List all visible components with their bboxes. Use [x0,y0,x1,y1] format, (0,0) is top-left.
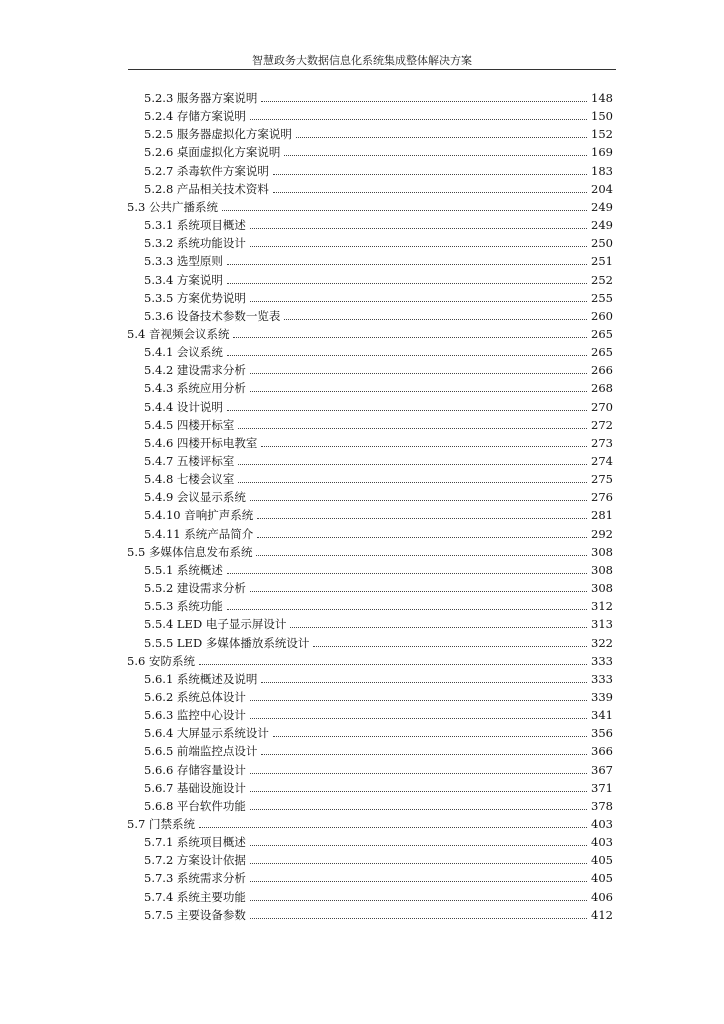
toc-entry-label: 5.2.7 杀毒软件方案说明 [144,163,269,178]
toc-entry-label: 5.6.3 监控中心设计 [144,708,246,723]
toc-entry[interactable] [144,123,613,141]
toc-entry-label: 5.6.8 平台软件功能 [144,798,246,813]
dot-leader [250,390,587,392]
toc-entry[interactable] [144,559,613,577]
toc-entry-page: 403 [591,835,613,850]
dot-leader [250,808,587,810]
toc-entry-page: 281 [591,508,613,523]
toc-entry[interactable] [144,178,613,196]
toc-entry[interactable] [127,813,613,831]
dot-leader [250,372,587,374]
toc-entry-page: 366 [591,744,613,759]
toc-entry[interactable] [144,341,613,359]
toc-entry-page: 322 [591,635,613,650]
toc-entry-label: 5.7.4 系统主要功能 [144,889,246,904]
toc-entry[interactable] [144,450,613,468]
dot-leader [227,572,587,574]
toc-entry-page: 341 [591,708,613,723]
toc-entry[interactable] [144,486,613,504]
toc-entry[interactable] [144,795,613,813]
toc-entry[interactable] [144,668,613,686]
toc-entry-label: 5.5.3 系统功能 [144,599,223,614]
toc-entry-page: 274 [591,454,613,468]
toc-entry-label: 5.6.7 基础设施设计 [144,780,246,795]
toc-entry-page: 405 [591,853,613,868]
toc-entry[interactable] [144,214,613,232]
toc-entry-page: 272 [591,417,613,432]
header-rule [128,69,616,70]
toc-entry-label: 5.4.10 音响扩声系统 [144,508,254,523]
toc-entry-page: 308 [591,562,613,577]
dot-leader [261,753,587,755]
toc-entry-label: 5.2.3 服务器方案说明 [144,91,258,105]
toc-entry-label: 5.4.9 会议显示系统 [144,490,246,505]
toc-entry[interactable] [127,323,613,341]
dot-leader [250,499,587,501]
toc-entry-page: 333 [591,671,613,686]
toc-entry[interactable] [127,196,613,214]
toc-entry-page: 183 [591,163,613,178]
toc-entry-page: 204 [591,181,613,196]
dot-leader [199,826,587,828]
toc-entry-page: 313 [591,617,613,632]
dot-leader [227,282,587,284]
toc-entry-page: 251 [591,254,613,269]
toc-entry[interactable] [144,632,613,650]
toc-entry[interactable] [144,250,613,268]
toc-entry-page: 275 [591,472,613,487]
dot-leader [250,245,587,247]
toc-entry[interactable] [144,432,613,450]
toc-entry[interactable] [144,396,613,414]
toc-entry[interactable] [144,232,613,250]
toc-entry-label: 5.3.4 方案说明 [144,272,223,287]
toc-entry-page: 270 [591,399,613,414]
toc-entry-page: 252 [591,272,613,287]
toc-entry[interactable] [144,704,613,722]
toc-entry-page: 266 [591,363,613,378]
toc-entry-label: 5.4.4 设计说明 [144,399,223,414]
dot-leader [261,681,587,683]
toc-entry[interactable] [144,904,613,922]
toc-entry[interactable] [144,722,613,740]
dot-leader [257,536,587,538]
toc-entry-page: 150 [591,109,613,124]
toc-entry-page: 378 [591,798,613,813]
toc-entry-label: 5.4.11 系统产品简介 [144,526,254,541]
toc-entry-page: 249 [591,218,613,233]
toc-entry-page: 367 [591,762,613,777]
toc-entry-label: 5.3.3 选型原则 [144,254,223,269]
dot-leader [284,154,587,156]
toc-entry-label: 5.5.4 LED 电子显示屏设计 [144,617,287,632]
toc-entry-label: 5.5.5 LED 多媒体播放系统设计 [144,635,310,650]
toc-entry-page: 403 [591,817,613,831]
dot-leader [261,445,587,447]
dot-leader [250,899,587,901]
dot-leader [261,100,587,102]
toc-entry-page: 412 [591,907,613,922]
toc-entry[interactable] [144,686,613,704]
toc-entry-label: 5.4.5 四楼开标室 [144,417,235,432]
dot-leader [250,844,587,846]
dot-leader [238,427,587,429]
toc-entry[interactable] [144,523,613,541]
dot-leader [273,173,587,175]
toc-entry-label: 5.3.2 系统功能设计 [144,236,246,251]
toc-entry[interactable] [144,287,613,305]
dot-leader [296,136,587,138]
toc-entry-page: 273 [591,435,613,450]
toc-entry[interactable] [144,504,613,522]
dot-leader [250,227,587,229]
dot-leader [250,862,587,864]
dot-leader [222,209,587,211]
toc-entry[interactable] [144,468,613,486]
dot-leader [227,409,587,411]
toc-entry-page: 148 [591,91,613,105]
toc-entry[interactable] [144,87,613,105]
toc-entry-label: 5.2.5 服务器虚拟化方案说明 [144,127,292,142]
dot-leader [250,790,587,792]
dot-leader [250,118,587,120]
toc-entry-label: 5.4.7 五楼评标室 [144,454,235,468]
toc-entry-label: 5.4.1 会议系统 [144,345,223,360]
dot-leader [250,717,587,719]
toc-entry-page: 152 [591,127,613,142]
toc-entry-label: 5.7.5 主要设备参数 [144,907,246,922]
toc-entry-page: 292 [591,526,613,541]
toc-entry-label: 5.5.2 建设需求分析 [144,581,246,596]
toc-entry-page: 250 [591,236,613,251]
toc-entry-label: 5.3.5 方案优势说明 [144,290,246,305]
toc-entry-page: 405 [591,871,613,886]
toc-entry-label: 5.4.6 四楼开标电教室 [144,435,258,450]
toc-entry[interactable] [144,613,613,631]
toc-entry[interactable] [144,759,613,777]
dot-leader [227,608,587,610]
toc-entry-label: 5.5 多媒体信息发布系统 [127,544,253,559]
toc-entry[interactable] [144,105,613,123]
toc-entry-label: 5.2.8 产品相关技术资料 [144,181,269,196]
toc-entry-page: 265 [591,345,613,360]
dot-leader [284,318,587,320]
toc-entry-label: 5.7.2 方案设计依据 [144,853,246,868]
dot-leader [238,481,587,483]
toc-entry-label: 5.4 音视频会议系统 [127,326,230,341]
dot-leader [313,645,587,647]
toc-entry-label: 5.2.4 存储方案说明 [144,109,246,124]
toc-entry-page: 260 [591,308,613,323]
toc-entry-label: 5.6.2 系统总体设计 [144,689,246,704]
toc-entry-label: 5.7.3 系统需求分析 [144,871,246,886]
toc-entry[interactable] [144,359,613,377]
dot-leader [250,880,587,882]
toc-entry[interactable] [127,650,613,668]
toc-entry-page: 268 [591,381,613,396]
toc-entry-page: 406 [591,889,613,904]
toc-entry-page: 339 [591,689,613,704]
toc-entry-label: 5.6 安防系统 [127,653,195,668]
toc-entry[interactable] [144,595,613,613]
toc-entry[interactable] [144,141,613,159]
toc-entry-label: 5.7 门禁系统 [127,817,195,831]
toc-entry-label: 5.6.4 大屏显示系统设计 [144,726,269,741]
toc-entry-label: 5.3.1 系统项目概述 [144,218,246,233]
toc-entry-label: 5.3 公共广播系统 [127,199,218,214]
toc-entry-page: 276 [591,490,613,505]
toc-entry-page: 308 [591,581,613,596]
toc-entry-page: 255 [591,290,613,305]
dot-leader [250,772,587,774]
toc-entry[interactable] [144,377,613,395]
toc-entry-page: 371 [591,780,613,795]
dot-leader [290,626,587,628]
toc-entry[interactable] [144,849,613,867]
dot-leader [227,263,587,265]
toc-entry-page: 333 [591,653,613,668]
toc-entry-page: 265 [591,326,613,341]
toc-entry-label: 5.6.5 前端监控点设计 [144,744,258,759]
toc-entry-label: 5.7.1 系统项目概述 [144,835,246,850]
toc-entry[interactable] [144,740,613,758]
toc-entry-label: 5.4.8 七楼会议室 [144,472,235,487]
toc-entry[interactable] [144,831,613,849]
toc-entry-page: 356 [591,726,613,741]
toc-entry-page: 169 [591,145,613,160]
toc-entry-label: 5.4.3 系统应用分析 [144,381,246,396]
toc-entry-label: 5.6.6 存储容量设计 [144,762,246,777]
dot-leader [238,463,587,465]
dot-leader [256,554,587,556]
toc-entry[interactable] [144,886,613,904]
dot-leader [227,354,587,356]
toc-entry[interactable] [144,577,613,595]
toc-entry-page: 308 [591,544,613,559]
dot-leader [273,191,587,193]
toc-entry[interactable] [144,867,613,885]
dot-leader [257,517,587,519]
toc-entry-label: 5.3.6 设备技术参数一览表 [144,308,281,323]
toc-entry[interactable] [144,160,613,178]
dot-leader [250,699,587,701]
toc-entry-page: 312 [591,599,613,614]
toc-entry[interactable] [144,777,613,795]
dot-leader [250,917,587,919]
dot-leader [250,590,587,592]
toc-entry-page: 249 [591,199,613,214]
toc-entry-label: 5.4.2 建设需求分析 [144,363,246,378]
toc-entry-label: 5.2.6 桌面虚拟化方案说明 [144,145,281,160]
dot-leader [273,735,587,737]
toc-entry[interactable] [144,305,613,323]
dot-leader [250,300,587,302]
dot-leader [233,336,587,338]
toc-entry-label: 5.6.1 系统概述及说明 [144,671,258,686]
toc-entry-label: 5.5.1 系统概述 [144,562,223,577]
dot-leader [199,663,587,665]
toc-entry[interactable] [127,541,613,559]
toc-entry[interactable] [144,269,613,287]
toc-entry[interactable] [144,414,613,432]
page-header: 智慧政务大数据信息化系统集成整体解决方案 [252,54,472,67]
